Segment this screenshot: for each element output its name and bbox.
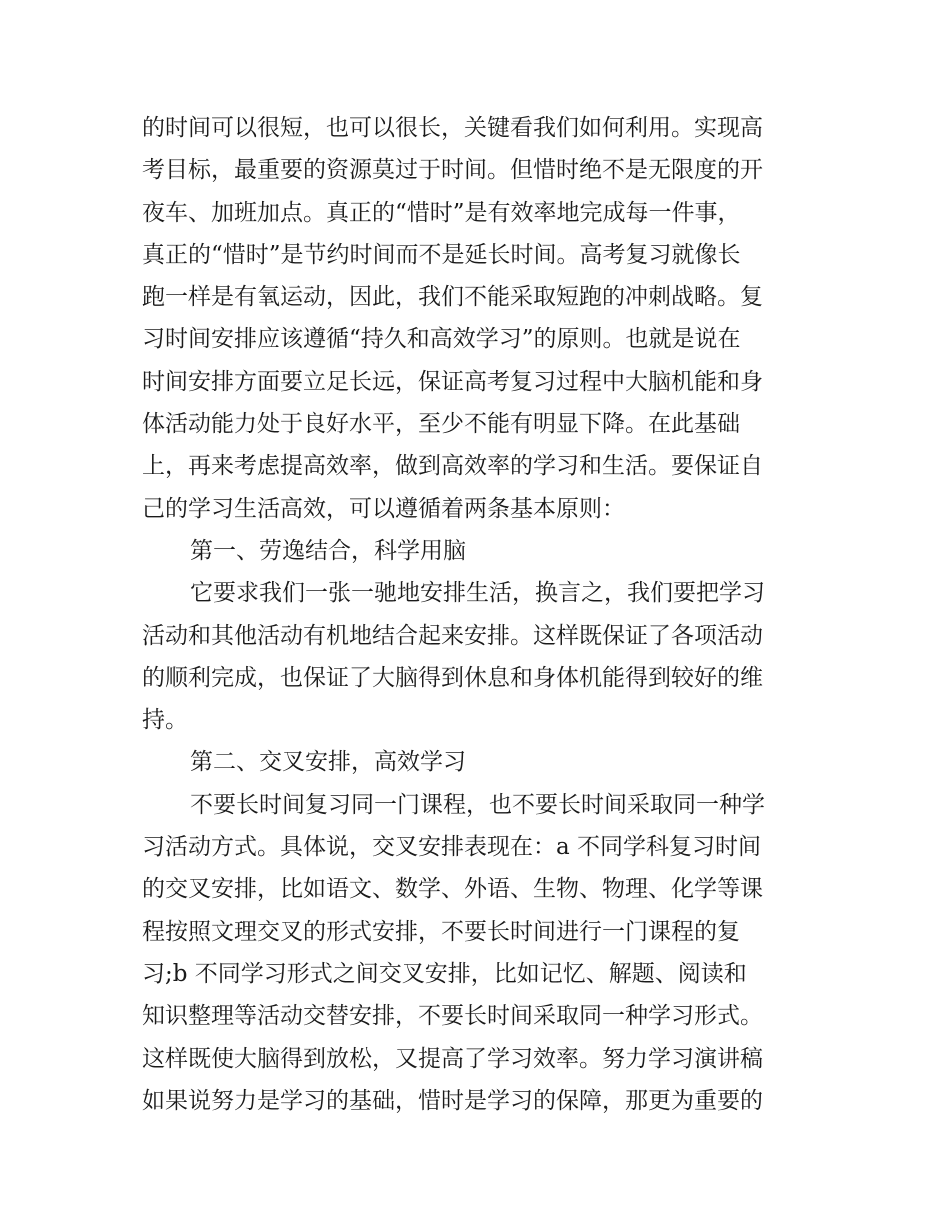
text-line-5: 跑一样是有氧运动，因此，我们不能采取短跑的冲刺战略。复 — [142, 284, 763, 311]
document-body — [142, 107, 814, 1122]
text-line-23: 这样既使大脑得到放松，又提高了学习效率。努力学习演讲稿 — [142, 1045, 763, 1072]
section-heading-1: 第一、劳逸结合，科学用脑 — [190, 537, 466, 564]
text-line-24: 如果说努力是学习的基础，惜时是学习的保障，那更为重要的 — [142, 1087, 763, 1114]
text-line-6: 习时间安排应该遵循“持久和高效学习”的原则。也就是说在 — [142, 326, 741, 353]
text-line-7: 时间安排方面要立足长远，保证高考复习过程中大脑机能和身 — [142, 368, 763, 395]
text-line-20: 程按照文理交叉的形式安排，不要长时间进行一门课程的复 — [142, 918, 740, 945]
text-line-9: 上，再来考虑提高效率，做到高效率的学习和生活。要保证自 — [142, 453, 763, 480]
text-line-13: 活动和其他活动有机地结合起来安排。这样既保证了各项活动 — [142, 622, 763, 649]
text-line-17: 不要长时间复习同一门课程，也不要长时间采取同一种学 — [190, 791, 765, 818]
text-line-18: 习活动方式。具体说，交叉安排表现在：a 不同学科复习时间 — [142, 834, 762, 861]
text-line-14: 的顺利完成，也保证了大脑得到休息和身体机能得到较好的维 — [142, 664, 763, 691]
text-line-1: 的时间可以很短，也可以很长，关键看我们如何利用。实现高 — [142, 115, 763, 141]
text-line-3: 夜车、加班加点。真正的“惜时”是有效率地完成每一件事， — [142, 199, 741, 226]
text-line-12: 它要求我们一张一驰地安排生活，换言之，我们要把学习 — [190, 580, 765, 607]
text-line-19: 的交叉安排，比如语文、数学、外语、生物、物理、化学等课 — [142, 876, 763, 903]
text-line-21: 习;b 不同学习形式之间交叉安排，比如记忆、解题、阅读和 — [142, 960, 747, 987]
text-line-2: 考目标，最重要的资源莫过于时间。但惜时绝不是无限度的开 — [142, 157, 763, 184]
text-line-4: 真正的“惜时”是节约时间而不是延长时间。高考复习就像长 — [142, 241, 741, 268]
section-heading-2: 第二、交叉安排，高效学习 — [190, 749, 466, 776]
text-line-8: 体活动能力处于良好水平，至少不能有明显下降。在此基础 — [142, 411, 740, 438]
text-line-10: 己的学习生活高效，可以遵循着两条基本原则： — [142, 495, 625, 522]
text-line-15: 持。 — [142, 707, 188, 734]
text-line-22: 知识整理等活动交替安排，不要长时间采取同一种学习形式。 — [142, 1003, 763, 1030]
